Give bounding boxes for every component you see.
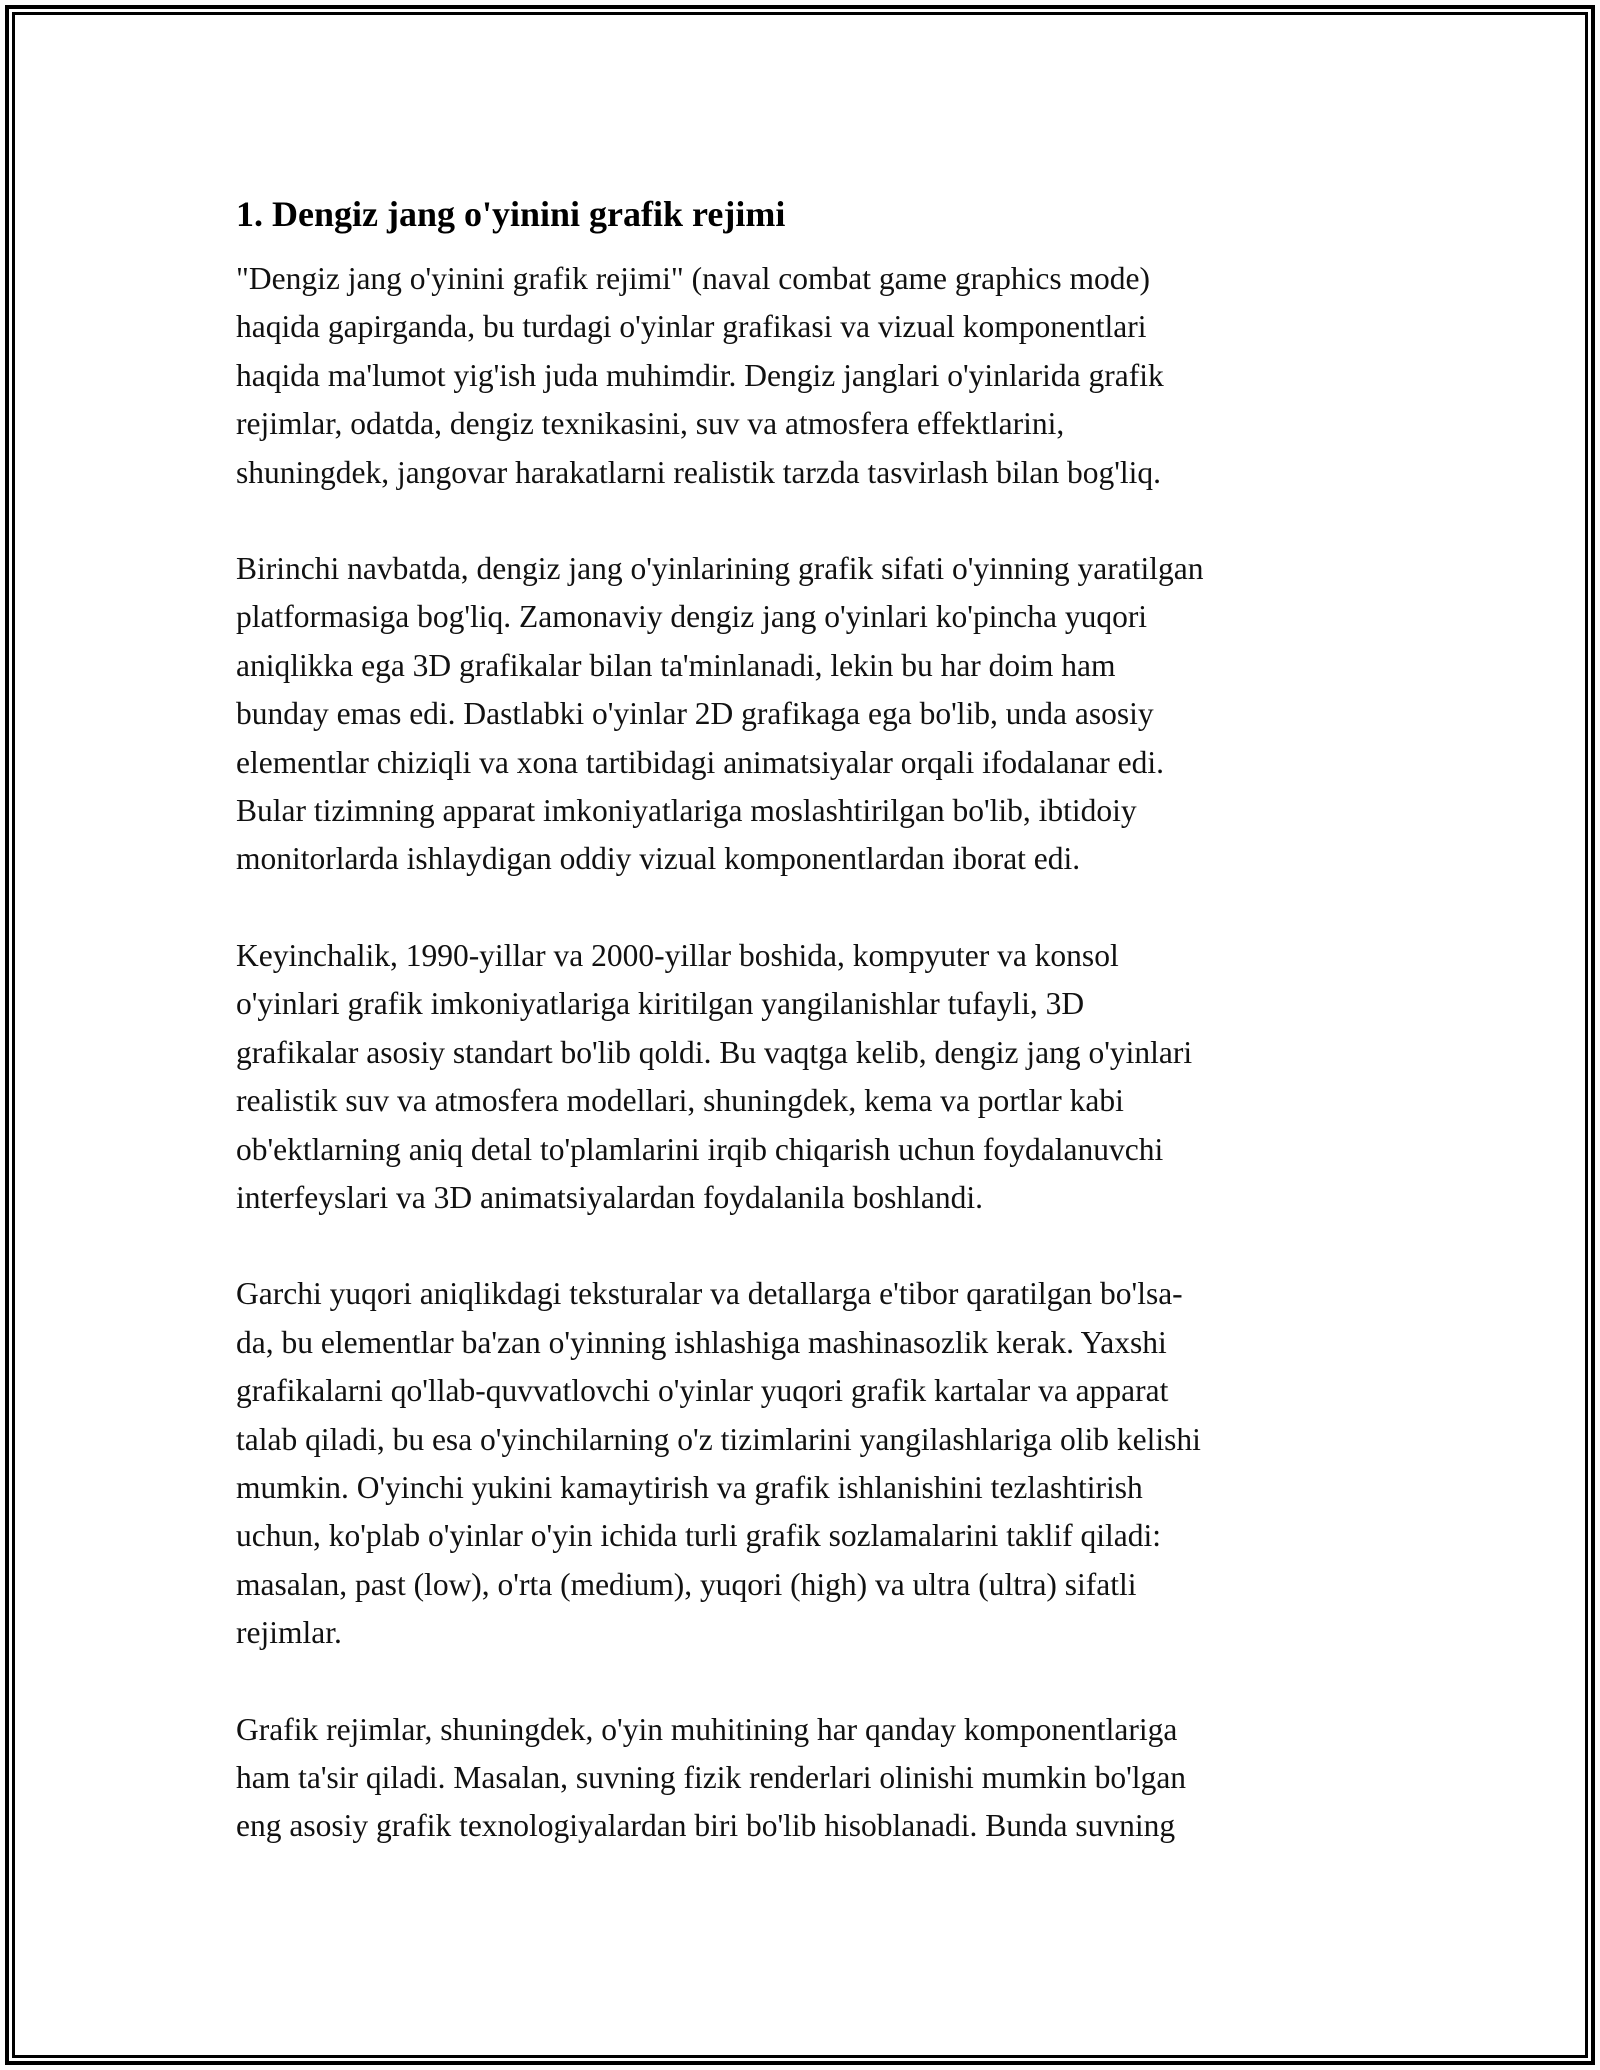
document-body <box>236 186 1366 1899</box>
text-line: Garchi yuqori aniqlikdagi teksturalar va detallarga e'tibor qaratilgan bo'lsa- <box>236 1276 1183 1312</box>
text-line: Birinchi navbatda, dengiz jang o'yinlarining grafik sifati o'yinning yaratilgan <box>236 551 1204 587</box>
text-line: masalan, past (low), o'rta (medium), yuqori (high) va ultra (ultra) sifatli <box>236 1566 1137 1602</box>
text-line: haqida ma'lumot yig'ish juda muhimdir. Dengiz janglari o'yinlarida grafik <box>236 357 1164 393</box>
text-line: haqida gapirganda, bu turdagi o'yinlar grafikasi va vizual komponentlari <box>236 309 1147 345</box>
section-heading: 1. Dengiz jang o'yinini grafik rejimi <box>236 194 786 234</box>
paragraph-1 <box>236 255 1366 497</box>
paragraph-2 <box>236 545 1366 884</box>
text-line: uchun, ko'plab o'yinlar o'yin ichida turli grafik sozlamalarini taklif qiladi: <box>236 1518 1162 1554</box>
text-line: interfeyslari va 3D animatsiyalardan foydalanila boshlandi. <box>236 1179 984 1215</box>
paragraph-3 <box>236 932 1366 1222</box>
text-line: shuningdek, jangovar harakatlarni realistik tarzda tasvirlash bilan bog'liq. <box>236 454 1162 490</box>
text-line: talab qiladi, bu esa o'yinchilarning o'z tizimlarini yangilashlariga olib kelishi <box>236 1421 1201 1457</box>
text-line: grafikalar asosiy standart bo'lib qoldi. Bu vaqtga kelib, dengiz jang o'yinlari <box>236 1034 1193 1070</box>
text-line: ham ta'sir qiladi. Masalan, suvning fizik renderlari olinishi mumkin bo'lgan <box>236 1759 1187 1795</box>
text-line: "Dengiz jang o'yinini grafik rejimi" (naval combat game graphics mode) <box>236 261 1150 296</box>
text-line: ob'ektlarning aniq detal to'plamlarini irqib chiqarish uchun foydalanuvchi <box>236 1131 1164 1167</box>
text-line: realistik suv va atmosfera modellari, shuningdek, kema va portlar kabi <box>236 1083 1124 1119</box>
text-line: eng asosiy grafik texnologiyalardan biri bo'lib hisoblanadi. Bunda suvning <box>236 1808 1176 1844</box>
text-line: rejimlar. <box>236 1615 342 1651</box>
text-line: da, bu elementlar ba'zan o'yinning ishlashiga mashinasozlik kerak. Yaxshi <box>236 1324 1167 1360</box>
text-line: Grafik rejimlar, shuningdek, o'yin muhitining har qanday komponentlariga <box>236 1711 1178 1747</box>
text-line: rejimlar, odatda, dengiz texnikasini, suv va atmosfera effektlarini, <box>236 406 1065 442</box>
text-line: bunday emas edi. Dastlabki o'yinlar 2D grafikaga ega bo'lib, unda asosiy <box>236 696 1154 732</box>
text-line: mumkin. O'yinchi yukini kamaytirish va grafik ishlanishini tezlashtirish <box>236 1469 1143 1505</box>
text-line: platformasiga bog'liq. Zamonaviy dengiz jang o'yinlari ko'pincha yuqori <box>236 599 1148 635</box>
text-line: grafikalarni qo'llab-quvvatlovchi o'yinlar yuqori grafik kartalar va apparat <box>236 1373 1169 1409</box>
paragraph-4 <box>236 1270 1366 1657</box>
text-line: aniqlikka ega 3D grafikalar bilan ta'minlanadi, lekin bu har doim ham <box>236 647 1116 683</box>
text-line: o'yinlari grafik imkoniyatlariga kiritilgan yangilanishlar tufayli, 3D <box>236 986 1085 1022</box>
text-line: elementlar chiziqli va xona tartibidagi animatsiyalar orqali ifodalanar edi. <box>236 744 1165 780</box>
text-line: monitorlarda ishlaydigan oddiy vizual komponentlardan iborat edi. <box>236 841 1081 877</box>
paragraph-5 <box>236 1706 1366 1851</box>
text-line: Keyinchalik, 1990-yillar va 2000-yillar boshida, kompyuter va konsol <box>236 937 1119 973</box>
text-line: Bular tizimning apparat imkoniyatlariga moslashtirilgan bo'lib, ibtidoiy <box>236 793 1137 829</box>
